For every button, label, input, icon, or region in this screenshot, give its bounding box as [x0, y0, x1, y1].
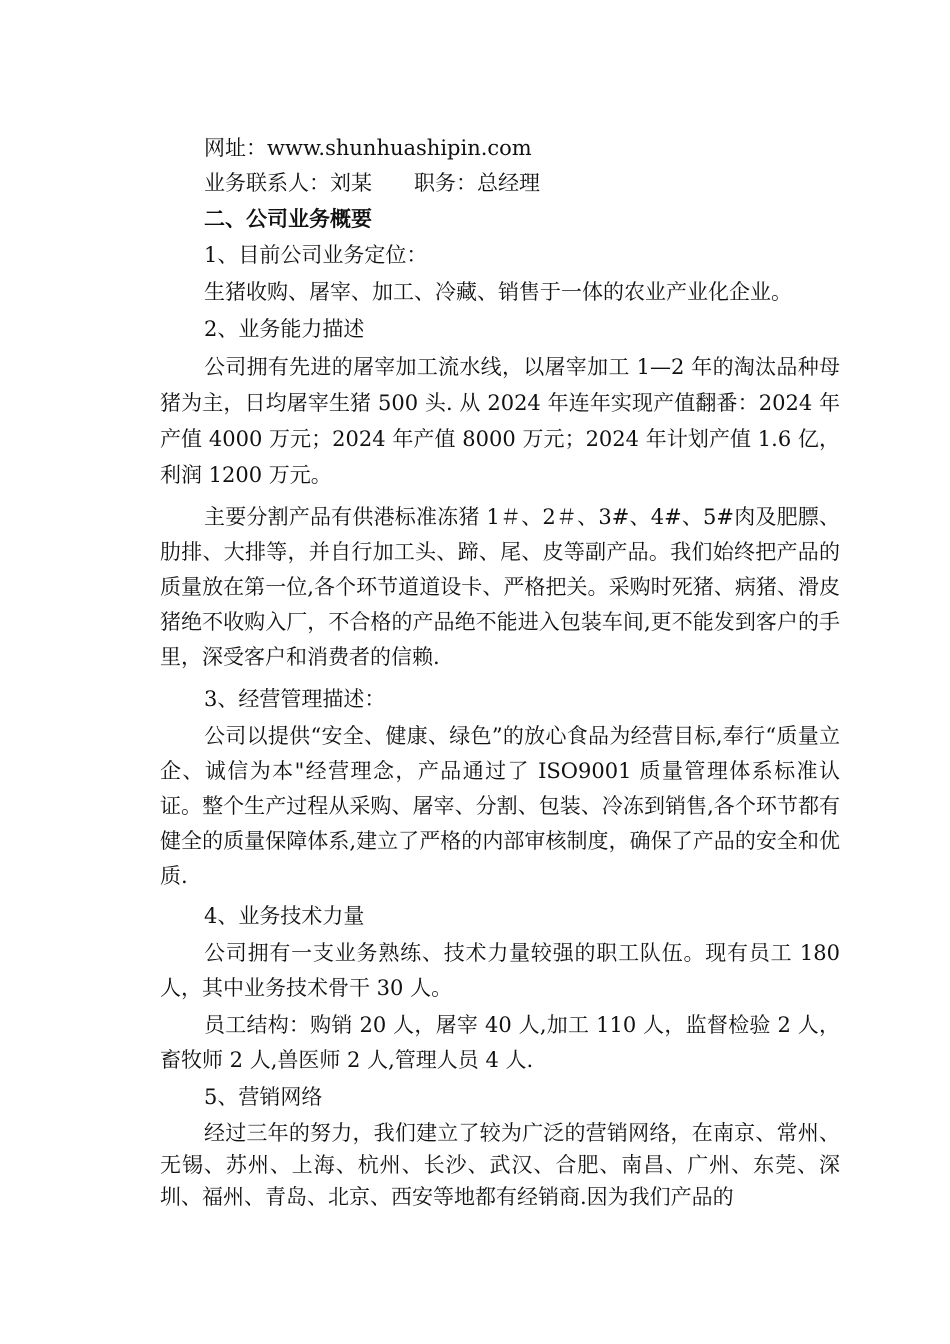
item1-title: 1、目前公司业务定位： — [204, 243, 428, 267]
item3-paragraph: 公司以提供“安全、健康、绿色”的放心食品为经营目标,奉行“质量立企、诚信为本"经营理念，产品通过了 ISO9001 质量管理体系标准认证。整个生产过程从采购、屠宰、分割、包装、冷冻到销售,各个环节都有健全的质量保障体系,建立了严格的内部审核制度，确保了产品的安全和优质. — [160, 724, 840, 888]
item4-title: 4、业务技术力量 — [204, 904, 365, 928]
section-heading: 二、公司业务概要 — [204, 206, 372, 231]
item2-paragraph-1: 公司拥有先进的屠宰加工流水线，以屠宰加工 1—2 年的淘汰品种母猪为主，日均屠宰生猪 500 头. 从 2024 年连年实现产值翻番：2024 年产值 4000 万元；2024 年产值 8000 万元；2024 年计划产值 1.6 亿，利润 1200 万元。 — [160, 355, 840, 487]
contact-line: 业务联系人：刘某 职务：总经理 — [204, 171, 540, 195]
item2-paragraph-2: 主要分割产品有供港标准冻猪 1＃、2＃、3#、4#、5#肉及肥膘、肋排、大排等，并自行加工头、蹄、尾、皮等副产品。我们始终把产品的质量放在第一位,各个环节道道设卡、严格把关。采购时死猪、病猪、滑皮猪绝不收购入厂，不合格的产品绝不能进入包装车间,更不能发到客户的手里，深受客户和消费者的信赖. — [160, 505, 840, 669]
item1-body: 生猪收购、屠宰、加工、冷藏、销售于一体的农业产业化企业。 — [204, 280, 792, 304]
website-line: 网址：www.shunhuashipin.com — [204, 136, 532, 160]
item5-paragraph: 经过三年的努力，我们建立了较为广泛的营销网络，在南京、常州、无锡、苏州、上海、杭州、长沙、武汉、合肥、南昌、广州、东莞、深圳、福州、青岛、北京、西安等地都有经销商.因为我们产品的 — [160, 1121, 840, 1209]
item5-title: 5、营销网络 — [204, 1085, 323, 1109]
item2-title: 2、业务能力描述 — [204, 317, 365, 341]
item4-paragraph-2: 员工结构：购销 20 人，屠宰 40 人,加工 110 人，监督检验 2 人，畜牧师 2 人,兽医师 2 人,管理人员 4 人. — [160, 1013, 840, 1072]
document-body — [160, 131, 882, 1213]
item3-title: 3、经营管理描述： — [204, 687, 386, 711]
item4-paragraph-1: 公司拥有一支业务熟练、技术力量较强的职工队伍。现有员工 180 人，其中业务技术骨干 30 人。 — [160, 941, 882, 1000]
